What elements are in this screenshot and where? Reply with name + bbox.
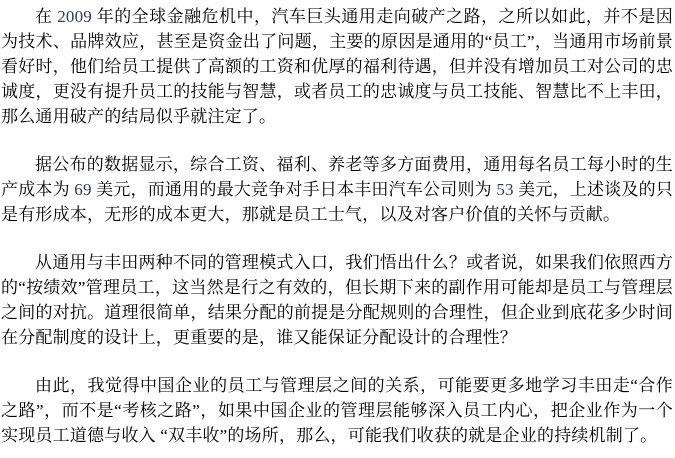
text-segment: 从通用与丰田两种不同的管理模式入口，我们悟出什么？或者说，如果我们依照西方的“按绩效”管理员工，这当然是行之有效的，但长期下来的副作用可能却是员工与管理层之间的对抗。道理很简单，结果分配的前提是分配规则的合理性，但企业到底花多少时间在分配制度的设计上，更重要的是，谁又能保证分配设计的合理性？ [1,253,673,347]
toyota-cost-number: 53 [496,180,514,199]
gm-cost-number: 69 [74,180,92,199]
paragraph-management-models [1,250,673,350]
paragraph-cost-data [1,152,673,227]
paragraph-conclusion [1,373,673,448]
text-segment: 据公布的数据显示，综合工资、福利、养老等多方面费用，通用每名员工每小时的生产成本为 [1,155,673,199]
text-segment: 在 [35,7,58,26]
text-segment: 由此，我觉得中国企业的员工与管理层之间的关系，可能要更多地学习丰田走“合作之路”，而不是“考核之路”，如果中国企业的管理层能够深入员工内心，把企业作为一个实现员工道德与收入 “双丰收”的场所，那么，可能我们收获的就是企业的持续机制了。 [1,376,673,445]
paragraph-gm-bankruptcy [1,4,673,129]
text-segment: 年的全球金融危机中，汽车巨头通用走向破产之路，之所以如此，并不是因为技术、品牌效应，甚至是资金出了问题，主要的原因是通用的“员工”，当通用市场前景看好时，他们给员工提供了高额的工资和优厚的福利待遇，但并没有增加员工对公司的忠诚度，更没有提升员工的技能与智慧，或者员工的忠诚度与员工技能、智慧比不上丰田，那么通用破产的结局似乎就注定了。 [1,7,673,126]
text-segment: 美元，上述谈及的只是有形成本，无形的成本更大，那就是员工士气，以及对客户价值的关怀与贡献。 [1,180,674,224]
year-number: 2009 [57,7,93,26]
text-segment: 美元，而通用的最大竞争对手日本丰田汽车公司则为 [91,180,497,199]
